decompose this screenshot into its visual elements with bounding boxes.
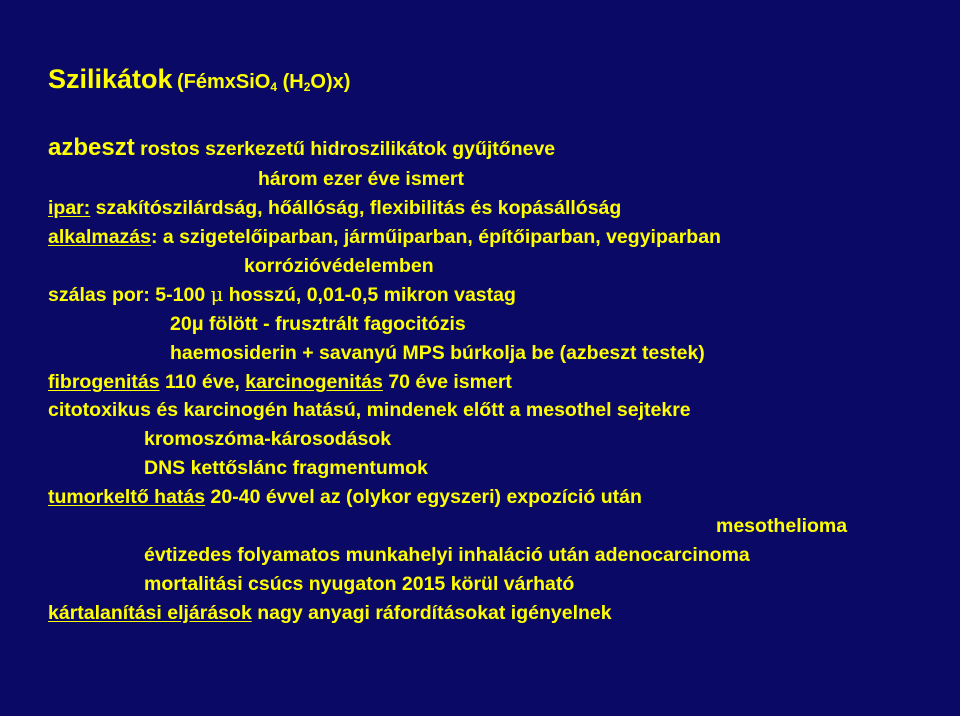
line-citotoxikus: citotoxikus és karcinogén hatású, mindenek előtt a mesothel sejtekre (48, 399, 691, 421)
line-szalas (48, 283, 516, 307)
line-mortalitasi: mortalitási csúcs nyugaton 2015 körül várható (144, 573, 575, 595)
line-evtizedes: évtizedes folyamatos munkahelyi inhaláció után adenocarcinoma (144, 544, 750, 566)
fibrogenitas-text: 110 éve, (159, 371, 246, 393)
alkalmazas-text: : a szigetelőiparban, járműiparban, építőiparban, vegyiparban (151, 226, 721, 248)
karcinogenitas-label: karcinogenitás (245, 371, 383, 393)
formula-subscript: 2 (303, 80, 311, 94)
line-kromoszoma: kromoszóma-károsodások (144, 428, 392, 450)
formula-part: (FémxSiO (177, 71, 271, 93)
ipar-label: ipar: (48, 197, 91, 219)
szalas-text-b: hosszú, 0,01-0,5 mikron vastag (223, 284, 516, 306)
line-alkalmazas (48, 225, 721, 249)
line-known: három ezer éve ismert (258, 168, 464, 190)
szalas-text: szálas por: 5-100 (48, 284, 211, 306)
slide-title (48, 64, 350, 95)
karcinogenitas-text: 70 éve ismert (382, 371, 512, 393)
formula-part: O)x) (310, 71, 351, 93)
line-dns: DNS kettőslánc fragmentumok (144, 457, 428, 479)
formula-subscript: 4 (270, 80, 278, 94)
tumorkelto-text: 20-40 évvel az (olykor egyszeri) expozíció után (205, 486, 642, 508)
azbeszt-term: azbeszt (48, 134, 135, 161)
micro-symbol: μ (210, 283, 224, 306)
title-main: Szilikátok (48, 64, 173, 94)
kartalanitasi-text: nagy anyagi ráfordításokat igényelnek (251, 602, 612, 624)
tumorkelto-label: tumorkeltő hatás (48, 486, 206, 508)
ipar-text: szakítószilárdság, hőállóság, flexibilitás és kopásállóság (90, 197, 622, 219)
line-kartalanitasi (48, 601, 612, 625)
alkalmazas-label: alkalmazás (48, 226, 151, 248)
kartalanitasi-label: kártalanítási eljárások (48, 602, 252, 624)
line-haemosiderin: haemosiderin + savanyú MPS búrkolja be (azbeszt testek) (170, 342, 705, 364)
line-korrozio: korrózióvédelemben (244, 255, 434, 277)
line-azbeszt (48, 136, 555, 161)
line-folott: 20μ fölött - frusztrált fagocitózis (170, 313, 466, 335)
line-ipar (48, 196, 621, 220)
fibrogenitas-label: fibrogenitás (48, 371, 160, 393)
line-tumorkelto (48, 485, 642, 509)
line-fibrogenitas (48, 370, 512, 394)
title-formula (177, 71, 350, 93)
formula-part: (H (277, 71, 304, 93)
line-mesothelioma: mesothelioma (716, 515, 848, 537)
azbeszt-definition: rostos szerkezetű hidroszilikátok gyűjtőneve (134, 138, 556, 160)
